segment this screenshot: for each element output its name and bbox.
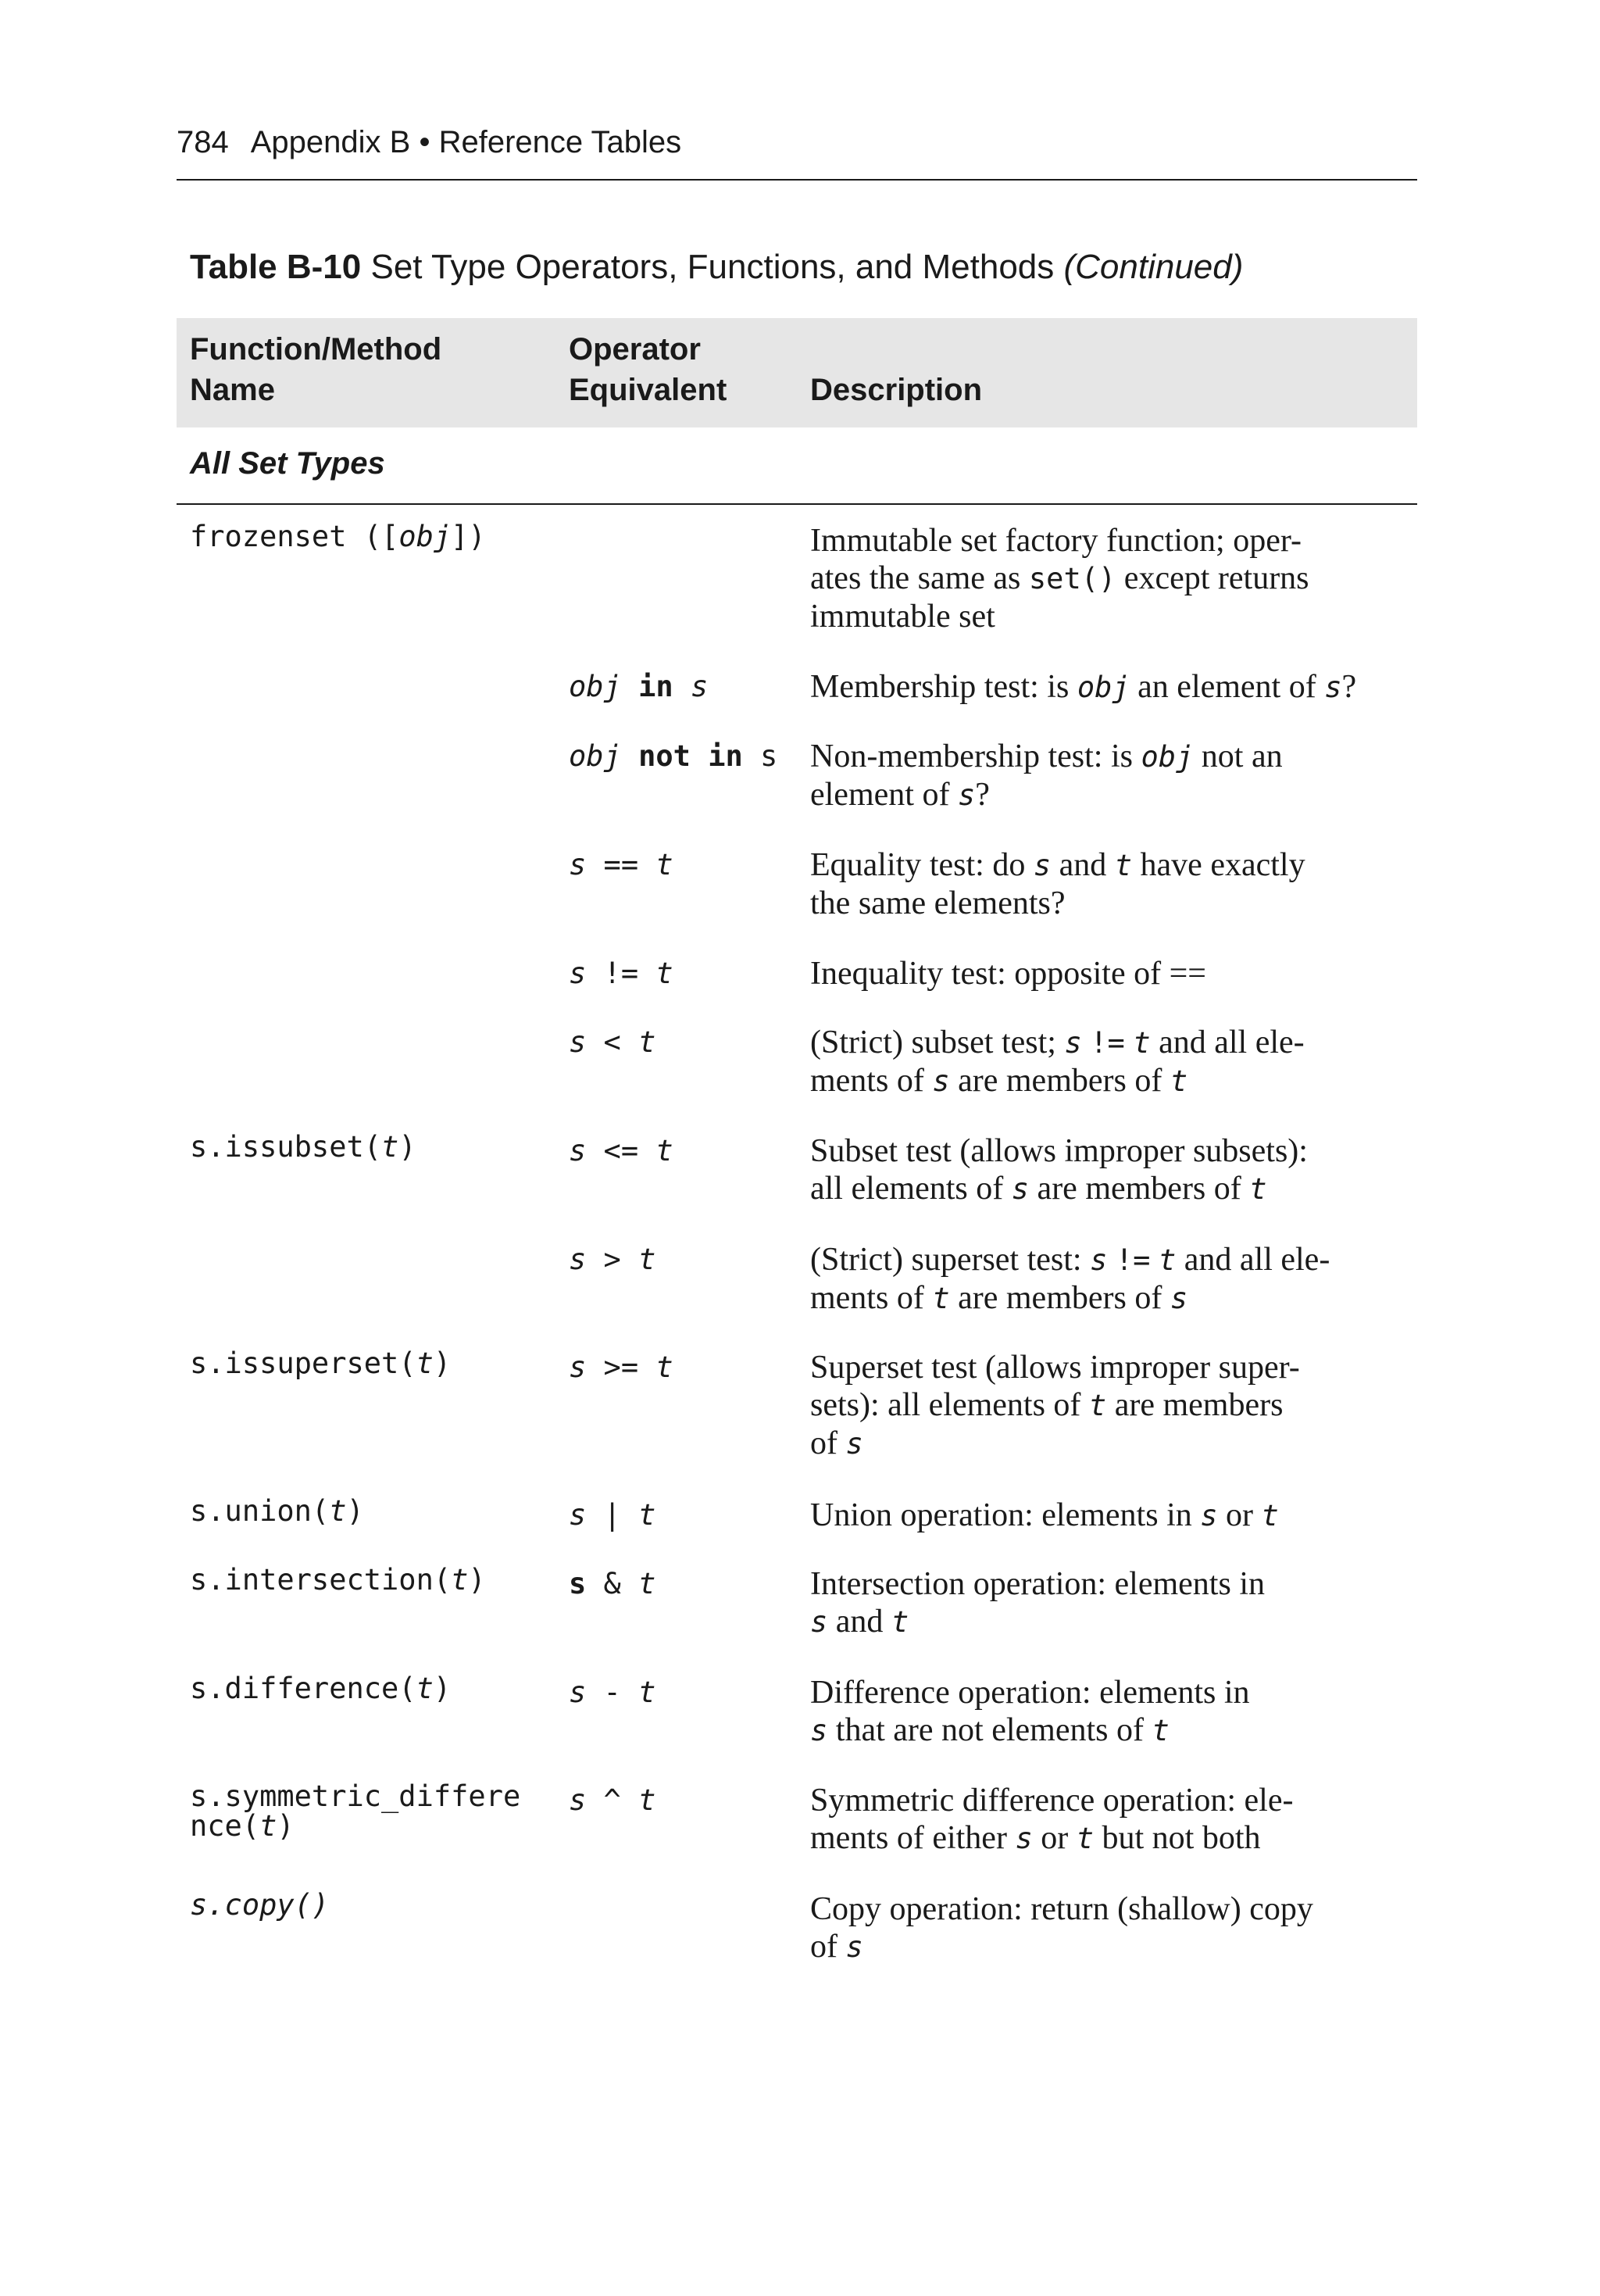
description-line: Intersection operation: elements in [810, 1566, 1265, 1602]
description-line: Immutable set factory function; oper- [810, 523, 1302, 559]
description-cell [810, 955, 1412, 992]
column-header-operator-line2: Equivalent [569, 373, 727, 407]
operator-cell: obj in s [569, 670, 709, 703]
description-line: of s [810, 1929, 863, 1965]
description-cell [810, 1024, 1412, 1100]
function-name-cell: s.union(t) [190, 1494, 364, 1528]
column-header-description [810, 370, 982, 410]
description-line: Non-membership test: is obj not an [810, 739, 1283, 774]
description-line: ments of s are members of t [810, 1063, 1188, 1099]
table-header [177, 318, 1417, 427]
description-line: immutable set [810, 599, 995, 635]
column-header-function-line2: Name [190, 373, 275, 407]
operator-cell: s & t [569, 1567, 656, 1600]
operator-cell: obj not in s [569, 739, 778, 773]
description-cell [810, 1241, 1412, 1318]
operator-cell: s - t [569, 1676, 656, 1709]
section-rule [177, 503, 1417, 505]
description-line: of s [810, 1425, 863, 1461]
page-number: 784 [177, 125, 229, 159]
description-line: (Strict) superset test: s != t and all ele- [810, 1242, 1330, 1278]
description-line: (Strict) subset test; s != t and all ele- [810, 1025, 1305, 1060]
description-line: s that are not elements of t [810, 1712, 1170, 1748]
description-line: Copy operation: return (shallow) copy [810, 1891, 1313, 1927]
section-title: Appendix B • Reference Tables [250, 125, 682, 159]
description-line: element of s? [810, 777, 990, 813]
description-line: Inequality test: opposite of == [810, 956, 1206, 992]
operator-cell: s ^ t [569, 1783, 656, 1817]
function-name-cell: frozenset ([obj]) [190, 520, 486, 553]
operator-cell: s >= t [569, 1350, 673, 1384]
column-header-function-line1: Function/Method [190, 332, 442, 367]
description-line: ments of either s or t but not both [810, 1820, 1261, 1856]
table-title-text: Set Type Operators, Functions, and Methods [370, 248, 1055, 286]
description-cell [810, 1497, 1412, 1535]
function-name-cell: s.intersection(t) [190, 1563, 486, 1597]
description-line: sets): all elements of t are members [810, 1387, 1284, 1423]
operator-cell: s == t [569, 848, 673, 882]
table-title [190, 245, 1243, 289]
running-head [177, 123, 681, 161]
operator-cell: s > t [569, 1243, 656, 1276]
header-rule [177, 179, 1417, 181]
description-line: Union operation: elements in s or t [810, 1497, 1279, 1533]
operator-cell: s != t [569, 957, 673, 990]
description-line: Membership test: is obj an element of s? [810, 669, 1357, 705]
description-cell [810, 668, 1412, 706]
description-line: Symmetric difference operation: ele- [810, 1783, 1294, 1819]
description-cell [810, 1132, 1412, 1208]
table-continued-label: (Continued) [1063, 248, 1244, 286]
reference-table [177, 318, 1417, 481]
description-cell [810, 522, 1412, 635]
operator-cell: s | t [569, 1498, 656, 1532]
function-name-cell: s.issuperset(t) [190, 1346, 452, 1380]
description-line: ates the same as set() except returns [810, 560, 1309, 596]
description-line: Subset test (allows improper subsets): [810, 1133, 1308, 1169]
column-header-function [190, 329, 441, 410]
description-cell [810, 1782, 1412, 1858]
description-line: Superset test (allows improper super- [810, 1350, 1300, 1386]
description-line: Equality test: do s and t have exactly [810, 847, 1305, 883]
table-number: Table B-10 [190, 248, 362, 286]
description-cell [810, 1565, 1412, 1641]
function-name-cell: s.copy() [190, 1888, 330, 1922]
column-header-operator-line1: Operator [569, 332, 701, 367]
description-cell [810, 846, 1412, 922]
section-label: All Set Types [190, 446, 385, 481]
description-cell [810, 1674, 1412, 1750]
description-line: ments of t are members of s [810, 1280, 1188, 1316]
description-cell [810, 1890, 1412, 1966]
function-name-cell: s.symmetric_differe nce(t) [190, 1779, 521, 1843]
function-name-cell: s.issubset(t) [190, 1130, 416, 1164]
function-name-cell: s.difference(t) [190, 1672, 452, 1705]
column-header-description-text: Description [810, 373, 983, 407]
description-line: all elements of s are members of t [810, 1171, 1267, 1207]
description-line: s and t [810, 1604, 909, 1640]
column-header-operator [569, 329, 727, 410]
description-cell [810, 738, 1412, 814]
description-cell [810, 1349, 1412, 1463]
description-line: the same elements? [810, 885, 1066, 921]
description-line: Difference operation: elements in [810, 1675, 1250, 1711]
operator-cell: s < t [569, 1025, 656, 1059]
operator-cell: s <= t [569, 1134, 673, 1168]
